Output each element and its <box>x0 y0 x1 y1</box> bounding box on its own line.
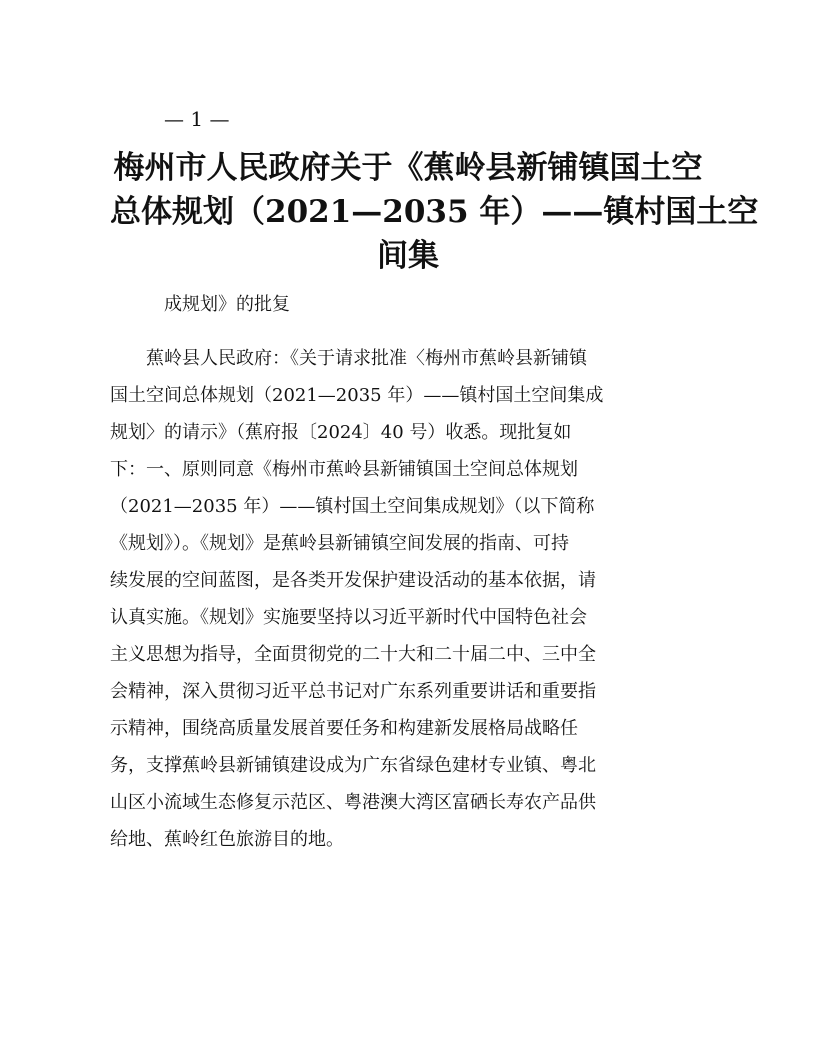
body-line: （2021—2035 年）——镇村国土空间集成规划》（以下简称 <box>110 496 595 517</box>
body-line: 会精神，深入贯彻习近平总书记对广东系列重要讲话和重要指 <box>110 681 596 702</box>
body-line: 续发展的空间蓝图，是各类开发保护建设活动的基本依据，请 <box>110 570 596 591</box>
title-line-3: 间集 <box>377 238 439 274</box>
body-line: 山区小流域生态修复示范区、粤港澳大湾区富硒长寿农产品供 <box>110 792 596 813</box>
body-line: 务，支撑蕉岭县新铺镇建设成为广东省绿色建材专业镇、粤北 <box>110 755 596 776</box>
title-line-1: 梅州市人民政府关于《蕉岭县新铺镇国土空 <box>113 150 703 186</box>
document-body <box>110 340 700 858</box>
title-line-2: 总体规划（2021—2035 年）——镇村国土空 <box>110 194 759 230</box>
body-line: 规划〉的请示》（蕉府报〔2024〕40 号）收悉。现批复如 <box>110 422 572 443</box>
body-line: 国土空间总体规划（2021—2035 年）——镇村国土空间集成 <box>110 385 604 406</box>
body-line: 主义思想为指导，全面贯彻党的二十大和二十届二中、三中全 <box>110 644 596 665</box>
page-number: — 1 — <box>164 107 230 131</box>
body-line: 认真实施。《规划》实施要坚持以习近平新时代中国特色社会 <box>110 607 587 628</box>
body-line: 示精神，围绕高质量发展首要任务和构建新发展格局战略任 <box>110 718 578 739</box>
body-line: 蕉岭县人民政府：《关于请求批准〈梅州市蕉岭县新铺镇 <box>110 348 587 369</box>
body-line: 给地、蕉岭红色旅游目的地。 <box>110 829 344 850</box>
document-title <box>110 146 759 278</box>
title-continuation: 成规划》的批复 <box>164 294 290 315</box>
body-line: 《规划》）。《规划》是蕉岭县新铺镇空间发展的指南、可持 <box>110 533 569 554</box>
body-line: 下：一、原则同意《梅州市蕉岭县新铺镇国土空间总体规划 <box>110 459 578 480</box>
